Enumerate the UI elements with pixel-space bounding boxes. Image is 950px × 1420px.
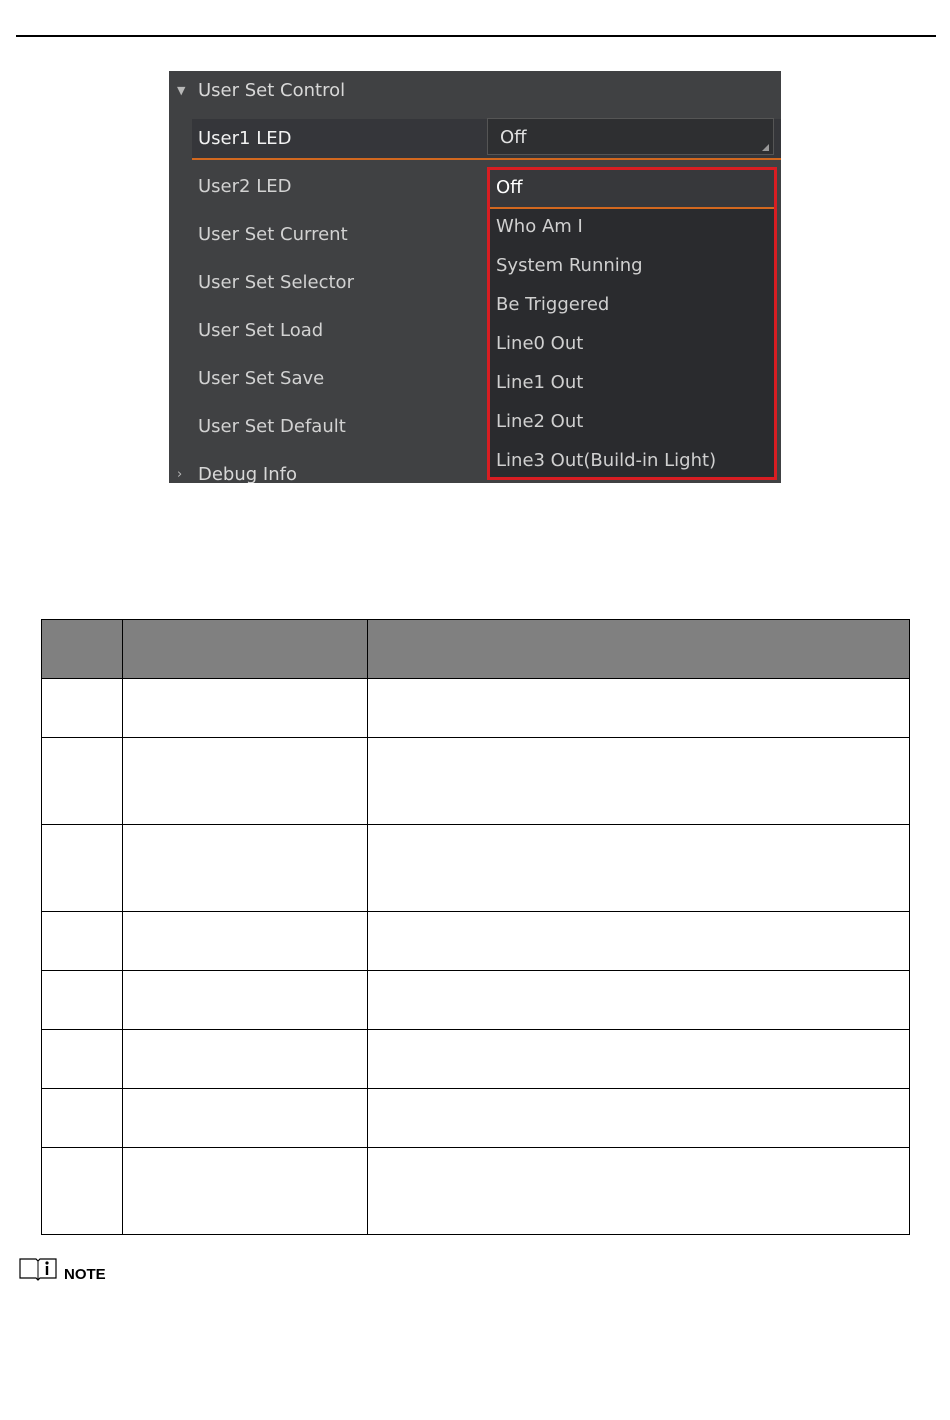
table-row [42, 912, 910, 971]
table-header-cell [42, 620, 123, 679]
feature-label: User Set Save [198, 368, 325, 389]
dropdown-option-off[interactable] [490, 170, 774, 209]
table-cell [368, 679, 910, 738]
selected-value: Off [500, 127, 527, 148]
table-cell [368, 971, 910, 1030]
dropdown-option-system-running[interactable] [490, 248, 774, 287]
header-rule [16, 35, 936, 37]
table-cell [42, 679, 123, 738]
table-cell [122, 738, 367, 825]
table-row [42, 738, 910, 825]
feature-label: User Set Selector [198, 272, 354, 293]
dropdown-option-line1-out[interactable] [490, 365, 774, 404]
table-cell [368, 1030, 910, 1089]
feature-label: User Set Default [198, 416, 346, 437]
table-cell [122, 912, 367, 971]
dropdown-option-who-am-i[interactable] [490, 209, 774, 248]
table-cell [42, 738, 123, 825]
option-label: Line1 Out [496, 372, 584, 393]
table-row [42, 679, 910, 738]
option-label: Line2 Out [496, 411, 584, 432]
table-row [42, 1030, 910, 1089]
dropdown-option-line2-out[interactable] [490, 404, 774, 443]
option-label: Be Triggered [496, 294, 610, 315]
table-row [42, 1089, 910, 1148]
table-cell [368, 1148, 910, 1235]
table-row [42, 971, 910, 1030]
table-header-cell [122, 620, 367, 679]
dropdown-option-line0-out[interactable] [490, 326, 774, 365]
option-label: System Running [496, 255, 643, 276]
table-cell [42, 912, 123, 971]
feature-label: User Set Current [198, 224, 348, 245]
expand-caret-icon[interactable]: ▼ [177, 84, 186, 97]
table-cell [42, 1089, 123, 1148]
table-cell [42, 1030, 123, 1089]
note-label: NOTE [64, 1266, 106, 1283]
table-cell [122, 825, 367, 912]
option-label: Who Am I [496, 216, 583, 237]
feature-label: User2 LED [198, 176, 292, 197]
feature-label: User Set Load [198, 320, 324, 341]
parameter-table [41, 619, 910, 1235]
collapse-caret-icon[interactable]: › [177, 467, 183, 482]
group-user-set-control[interactable] [169, 71, 781, 119]
resize-grip-icon [762, 144, 769, 151]
option-label: Line0 Out [496, 333, 584, 354]
table-cell [368, 825, 910, 912]
dropdown-option-line3-out[interactable] [490, 443, 774, 482]
option-label: Line3 Out(Build-in Light) [496, 450, 717, 471]
dropdown-option-be-triggered[interactable] [490, 287, 774, 326]
user1-led-value-select[interactable] [487, 118, 774, 155]
table-header-cell [368, 620, 910, 679]
table-row [42, 825, 910, 912]
table-header-row [42, 620, 910, 679]
info-book-icon [19, 1256, 57, 1282]
table-row [42, 1148, 910, 1235]
table-cell [122, 1148, 367, 1235]
option-label: Off [496, 177, 523, 198]
table-cell [42, 1148, 123, 1235]
selection-underline [192, 158, 781, 160]
table-cell [368, 738, 910, 825]
table-cell [42, 825, 123, 912]
table-cell [122, 1089, 367, 1148]
feature-tree-panel [169, 71, 781, 483]
group-label: User Set Control [198, 80, 346, 101]
feature-label: User1 LED [198, 128, 292, 149]
table-cell [122, 971, 367, 1030]
group-label: Debug Info [198, 464, 297, 483]
table-cell [368, 912, 910, 971]
table-cell [368, 1089, 910, 1148]
led-options-dropdown[interactable] [487, 167, 777, 480]
table-cell [42, 971, 123, 1030]
table-cell [122, 679, 367, 738]
table-cell [122, 1030, 367, 1089]
